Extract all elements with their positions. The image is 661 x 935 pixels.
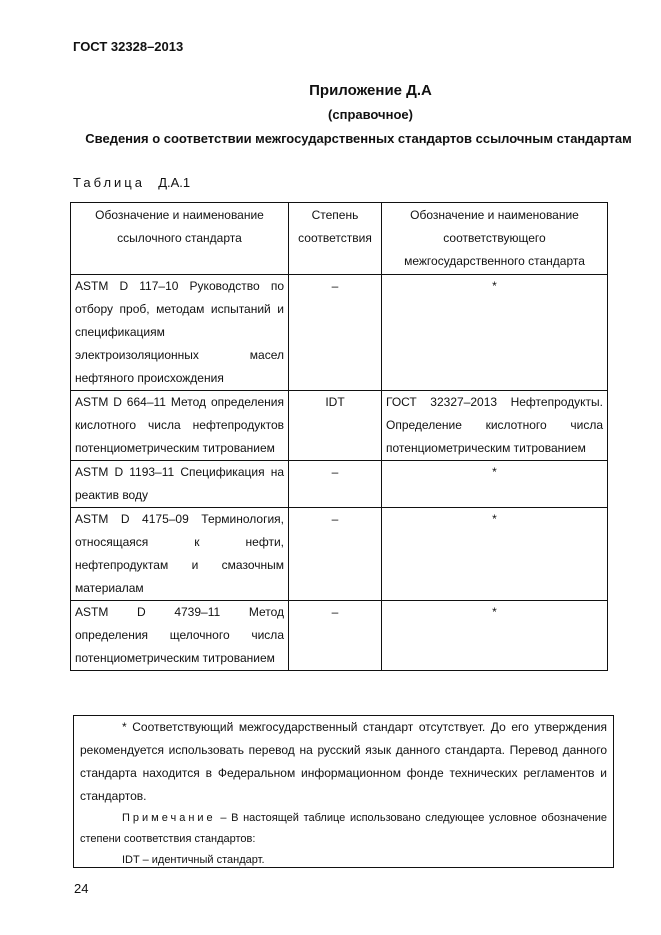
table-label [73, 175, 190, 190]
interstate-standard-cell: * [382, 275, 608, 391]
appendix-title: Приложение Д.А [309, 82, 432, 99]
appendix-subtitle: (справочное) [328, 107, 413, 122]
degree-cell: – [289, 275, 382, 391]
document-code: ГОСТ 32328–2013 [73, 39, 184, 54]
correspondence-table [70, 202, 608, 671]
reference-standard-cell: ASTM D 4175–09 Терминология, относящаяся к нефти, нефтепродуктам и смазочным материалам [71, 508, 289, 601]
interstate-standard-cell: * [382, 461, 608, 508]
table-row [71, 508, 608, 601]
table-row [71, 391, 608, 461]
note-text: – В настоящей таблице использовано следующее условное обозначение степени соответствия стандартов: [80, 812, 607, 845]
degree-cell: IDT [289, 391, 382, 461]
reference-standard-cell: ASTM D 1193–11 Спецификация на реактив воду [71, 461, 289, 508]
header-reference-standard: Обозначение и наименование ссылочного стандарта [71, 203, 289, 275]
degree-cell: – [289, 601, 382, 671]
table-label-word: Таблица [73, 175, 145, 190]
table-row [71, 275, 608, 391]
page-number: 24 [74, 881, 89, 896]
reference-standard-cell: ASTM D 664–11 Метод определения кислотного числа нефтепродуктов потенциометрическим титрованием [71, 391, 289, 461]
table-label-number: Д.А.1 [158, 175, 191, 190]
note-paragraph [80, 808, 607, 850]
table-row [71, 461, 608, 508]
table-notes-box [73, 715, 614, 868]
appendix-caption: Сведения о соответствии межгосударственных стандартов ссылочным стандартам [85, 131, 632, 146]
header-degree: Степень соответствия [289, 203, 382, 275]
note-label: Примечание [122, 812, 216, 824]
degree-cell: – [289, 508, 382, 601]
degree-cell: – [289, 461, 382, 508]
table-header-row [71, 203, 608, 275]
reference-standard-cell: ASTM D 4739–11 Метод определения щелочного числа потенциометрическим титрованием [71, 601, 289, 671]
idt-definition: IDT – идентичный стандарт. [122, 854, 265, 866]
interstate-standard-cell: * [382, 508, 608, 601]
interstate-standard-cell: * [382, 601, 608, 671]
reference-standard-cell: ASTM D 117–10 Руководство по отбору проб, методам испытаний и спецификациям электроизоляционных масел нефтяного происхождения [71, 275, 289, 391]
table-row [71, 601, 608, 671]
interstate-standard-cell: ГОСТ 32327–2013 Нефтепродукты. Определение кислотного числа потенциометрическим титрованием [382, 391, 608, 461]
header-interstate-standard: Обозначение и наименование соответствующего межгосударственного стандарта [382, 203, 608, 275]
footnote-text: * Соответствующий межгосударственный стандарт отсутствует. До его утверждения рекомендуется использовать перевод на русский язык данного стандарта. Перевод данного стандарта находится в Федеральном информационном фонде технических регламентов и стандартов. [80, 720, 607, 803]
